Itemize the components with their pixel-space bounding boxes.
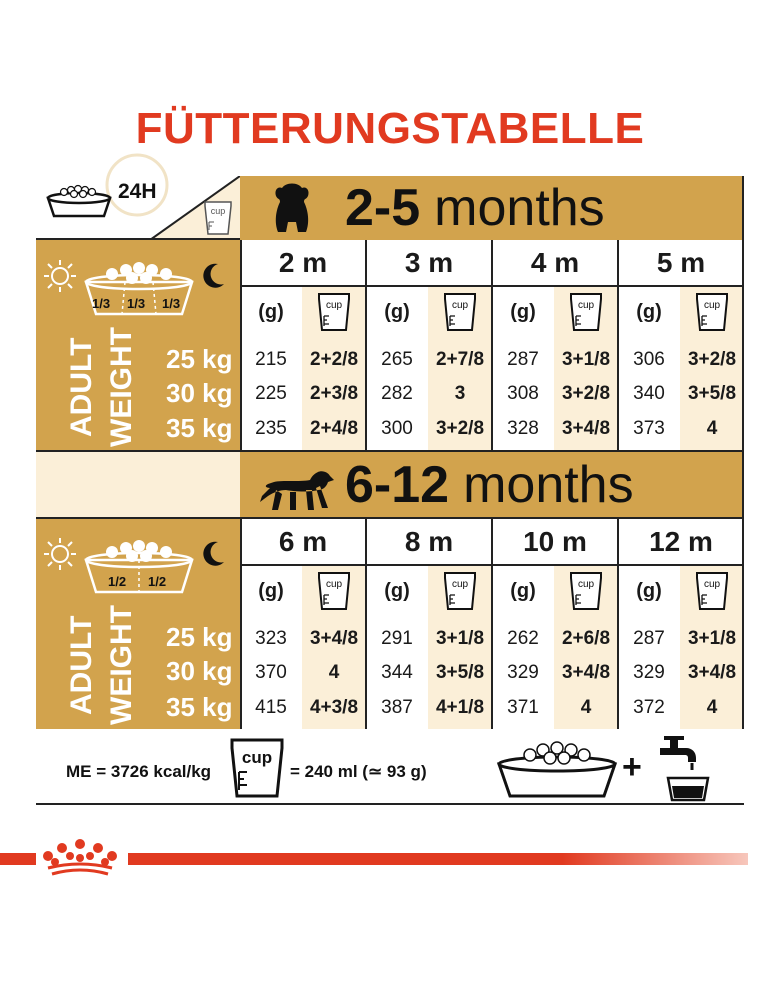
svg-text:cup: cup bbox=[451, 300, 469, 311]
bowl-icon bbox=[496, 738, 618, 800]
cups-value: 2+3/8 bbox=[309, 382, 359, 404]
dog-icon bbox=[256, 468, 336, 512]
me-text: ME = 3726 kcal/kg bbox=[66, 762, 212, 781]
month-header: 5 m bbox=[618, 240, 744, 286]
sun-icon bbox=[42, 536, 78, 572]
grams-value: 306 bbox=[633, 348, 665, 370]
section-2-title bbox=[345, 452, 634, 518]
cups-value: 3+4/8 bbox=[561, 661, 611, 683]
cups-value: 3+2/8 bbox=[561, 382, 611, 404]
divider bbox=[617, 519, 619, 729]
month-header: 8 m bbox=[366, 519, 492, 565]
divider bbox=[240, 519, 242, 729]
grams-value: 329 bbox=[507, 661, 539, 683]
cups-value: 3+2/8 bbox=[687, 348, 737, 370]
grams-value: 262 bbox=[507, 627, 539, 649]
svg-text:cup: cup bbox=[325, 300, 343, 311]
grams-value: 329 bbox=[633, 661, 665, 683]
cups-value: 3+4/8 bbox=[561, 417, 611, 439]
grams-value: 287 bbox=[507, 348, 539, 370]
month-header: 12 m bbox=[618, 519, 744, 565]
cups-value: 3+1/8 bbox=[687, 627, 737, 649]
bowl-icon bbox=[82, 530, 196, 596]
cup-icon bbox=[568, 571, 604, 611]
svg-text:cup: cup bbox=[577, 300, 595, 311]
divider bbox=[365, 519, 367, 729]
divider bbox=[240, 240, 242, 450]
grams-value: 300 bbox=[381, 417, 413, 439]
cups-value: 4 bbox=[706, 417, 718, 439]
section-2-table bbox=[240, 519, 744, 729]
divider bbox=[491, 519, 493, 729]
fraction-label: 1/2 bbox=[148, 574, 167, 589]
section-2-title-word: months bbox=[463, 456, 634, 514]
weight-row-2: 30 kg bbox=[166, 378, 233, 408]
grams-value: 287 bbox=[633, 627, 665, 649]
divider bbox=[240, 564, 744, 566]
divider bbox=[36, 803, 744, 805]
cups-value: 2+4/8 bbox=[309, 417, 359, 439]
cups-value: 4 bbox=[580, 696, 592, 718]
weight-row-3: 35 kg bbox=[166, 413, 233, 443]
svg-text:cup: cup bbox=[241, 748, 273, 767]
gram-label: (g) bbox=[258, 300, 284, 323]
moon-icon bbox=[200, 540, 226, 568]
weight-row-3: 35 kg bbox=[166, 692, 233, 722]
month-header: 6 m bbox=[240, 519, 366, 565]
plus-sign: + bbox=[622, 748, 642, 786]
gram-label: (g) bbox=[258, 579, 284, 602]
cups-value: 3+5/8 bbox=[435, 661, 485, 683]
grams-value: 372 bbox=[633, 696, 665, 718]
cup-icon bbox=[202, 200, 234, 236]
cups-value: 2+2/8 bbox=[309, 348, 359, 370]
divider bbox=[491, 240, 493, 450]
cup-icon bbox=[316, 292, 352, 332]
equals-text: = 240 ml (≃ 93 g) bbox=[290, 762, 427, 781]
grams-value: 344 bbox=[381, 661, 413, 683]
page-title: FÜTTERUNGSTABELLE bbox=[135, 104, 645, 153]
cups-value: 4 bbox=[328, 661, 340, 683]
cups-value: 3+1/8 bbox=[561, 348, 611, 370]
cups-value: 4 bbox=[706, 696, 718, 718]
grams-value: 323 bbox=[255, 627, 287, 649]
moon-icon bbox=[200, 262, 226, 290]
grams-value: 387 bbox=[381, 696, 413, 718]
puppy-icon bbox=[268, 182, 316, 234]
gram-label: (g) bbox=[636, 579, 662, 602]
cup-icon bbox=[694, 571, 730, 611]
grams-value: 291 bbox=[381, 627, 413, 649]
cups-value: 2+7/8 bbox=[435, 348, 485, 370]
grams-value: 373 bbox=[633, 417, 665, 439]
weight-label: WEIGHT bbox=[105, 605, 138, 725]
svg-text:cup: cup bbox=[210, 206, 226, 216]
fraction-label: 1/3 bbox=[162, 296, 181, 311]
gram-label: (g) bbox=[510, 579, 536, 602]
section-1-table bbox=[240, 240, 744, 450]
fraction-label: 1/3 bbox=[92, 296, 111, 311]
divider bbox=[365, 240, 367, 450]
svg-text:cup: cup bbox=[325, 579, 343, 590]
svg-text:cup: cup bbox=[703, 579, 721, 590]
weight-row-1: 25 kg bbox=[166, 344, 233, 374]
grams-value: 308 bbox=[507, 382, 539, 404]
section-1-title-number: 2-5 bbox=[345, 179, 421, 237]
cup-icon bbox=[442, 292, 478, 332]
gram-label: (g) bbox=[636, 300, 662, 323]
cup-icon bbox=[694, 292, 730, 332]
fraction-label: 1/3 bbox=[127, 296, 146, 311]
crown-logo-icon bbox=[38, 836, 122, 878]
grams-value: 370 bbox=[255, 661, 287, 683]
adult-label: ADULT bbox=[65, 615, 98, 715]
cups-value: 3+1/8 bbox=[435, 627, 485, 649]
cups-value: 4+1/8 bbox=[435, 696, 485, 718]
faucet-icon bbox=[656, 734, 706, 770]
grams-value: 282 bbox=[381, 382, 413, 404]
grams-value: 328 bbox=[507, 417, 539, 439]
month-header: 4 m bbox=[492, 240, 618, 286]
cup-icon bbox=[316, 571, 352, 611]
cup-icon bbox=[568, 292, 604, 332]
grams-value: 215 bbox=[255, 348, 287, 370]
divider bbox=[240, 285, 744, 287]
cups-value: 3+2/8 bbox=[435, 417, 485, 439]
weight-label: WEIGHT bbox=[105, 327, 138, 447]
weight-row-2: 30 kg bbox=[166, 656, 233, 686]
section-1-title bbox=[345, 176, 605, 240]
gram-label: (g) bbox=[510, 300, 536, 323]
grams-value: 225 bbox=[255, 382, 287, 404]
weight-row-1: 25 kg bbox=[166, 622, 233, 652]
sun-icon bbox=[42, 258, 78, 294]
cups-value: 3 bbox=[454, 382, 466, 404]
red-band-left bbox=[0, 853, 36, 865]
adult-label: ADULT bbox=[65, 337, 98, 437]
gram-label: (g) bbox=[384, 579, 410, 602]
cups-value: 3+4/8 bbox=[687, 661, 737, 683]
divider bbox=[742, 176, 744, 729]
divider bbox=[617, 240, 619, 450]
grams-value: 265 bbox=[381, 348, 413, 370]
section-1-title-word: months bbox=[434, 179, 605, 237]
cups-value: 4+3/8 bbox=[309, 696, 359, 718]
grams-value: 340 bbox=[633, 382, 665, 404]
grams-value: 235 bbox=[255, 417, 287, 439]
cup-icon bbox=[228, 738, 286, 800]
24h-label: 24H bbox=[118, 180, 157, 203]
grams-value: 371 bbox=[507, 696, 539, 718]
month-header: 10 m bbox=[492, 519, 618, 565]
grams-value: 415 bbox=[255, 696, 287, 718]
cup-icon bbox=[442, 571, 478, 611]
section-separator bbox=[36, 450, 240, 518]
section-2-title-number: 6-12 bbox=[345, 456, 450, 514]
fraction-label: 1/2 bbox=[108, 574, 127, 589]
cups-value: 3+4/8 bbox=[309, 627, 359, 649]
svg-text:cup: cup bbox=[451, 579, 469, 590]
cups-value: 3+5/8 bbox=[687, 382, 737, 404]
month-header: 3 m bbox=[366, 240, 492, 286]
month-header: 2 m bbox=[240, 240, 366, 286]
red-band-right bbox=[128, 853, 748, 865]
gram-label: (g) bbox=[384, 300, 410, 323]
water-bowl-icon bbox=[666, 770, 710, 802]
svg-text:cup: cup bbox=[577, 579, 595, 590]
cups-value: 2+6/8 bbox=[561, 627, 611, 649]
svg-text:cup: cup bbox=[703, 300, 721, 311]
